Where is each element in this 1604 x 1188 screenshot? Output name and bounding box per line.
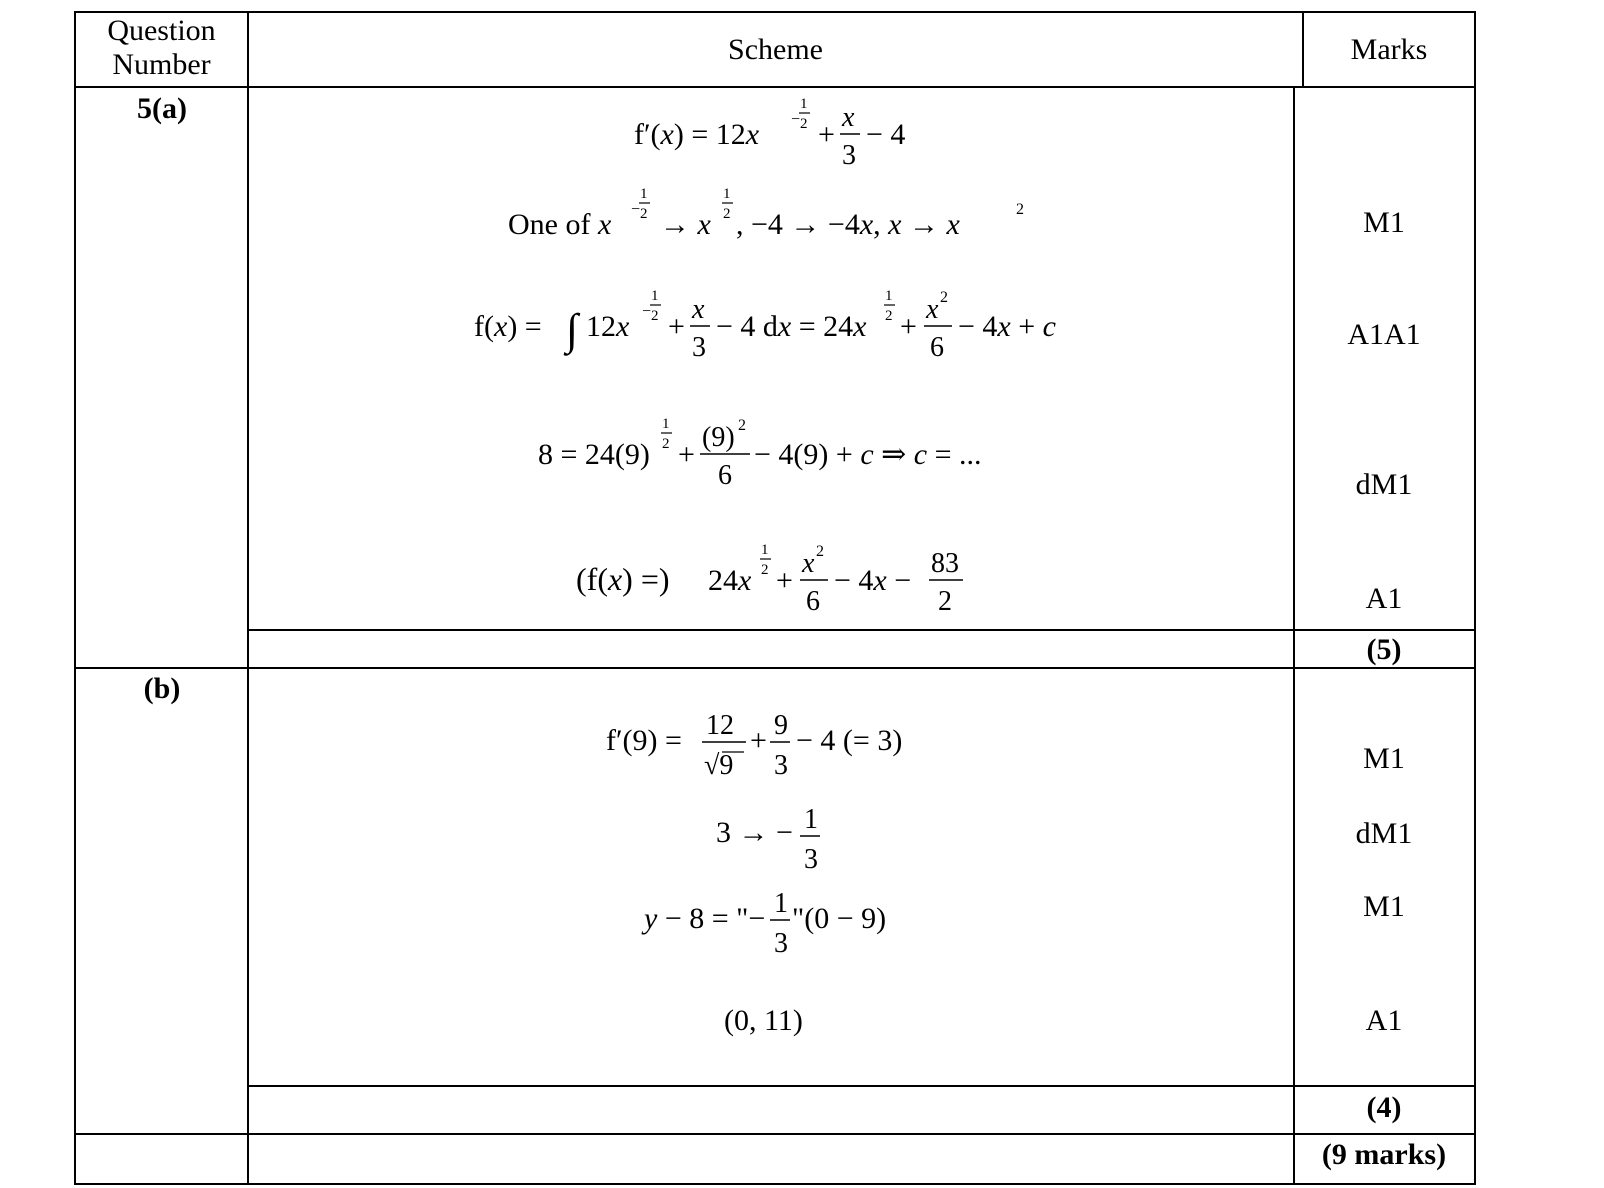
svg-text:3: 3 xyxy=(692,332,706,363)
equation-derivative xyxy=(634,94,924,184)
mark-b-1: M1 xyxy=(1363,742,1405,775)
svg-text:x: x xyxy=(802,548,815,579)
svg-text:1: 1 xyxy=(800,96,808,112)
header-scheme: Scheme xyxy=(728,33,823,66)
svg-text:−: − xyxy=(631,201,641,218)
scheme-a-line-1 xyxy=(634,94,924,192)
table-border-right xyxy=(1474,11,1476,1185)
svg-text:− 4x + c: − 4x + c xyxy=(958,310,1056,343)
svg-text:− 4 dx = 24x: − 4 dx = 24x xyxy=(716,310,867,343)
svg-text:+: + xyxy=(818,118,835,151)
svg-text:3: 3 xyxy=(774,928,788,959)
svg-text:3 → −: 3 → − xyxy=(716,816,793,849)
svg-text:+: + xyxy=(668,310,685,343)
svg-text:1: 1 xyxy=(804,804,818,835)
svg-text:1: 1 xyxy=(774,888,788,919)
table-border-left xyxy=(74,11,76,1185)
svg-text:2: 2 xyxy=(651,308,659,324)
svg-text:12: 12 xyxy=(706,710,734,741)
svg-text:1: 1 xyxy=(640,186,648,202)
scheme-a-line-4 xyxy=(538,412,1018,510)
svg-text:− 4(9) + c ⇒ c = ...: − 4(9) + c ⇒ c = ... xyxy=(754,438,982,471)
svg-text:83: 83 xyxy=(931,548,959,579)
svg-text:+: + xyxy=(678,438,695,471)
svg-text:− 4x −: − 4x − xyxy=(834,564,912,597)
svg-text:f′(x) = 12x: f′(x) = 12x xyxy=(634,118,760,151)
mark-a-4: A1 xyxy=(1365,582,1403,615)
svg-text:− 4: − 4 xyxy=(866,118,906,151)
svg-text:+: + xyxy=(900,310,917,343)
svg-text:"(0 − 9): "(0 − 9) xyxy=(792,902,887,935)
mark-b-2: dM1 xyxy=(1355,817,1413,850)
svg-text:2: 2 xyxy=(816,543,824,560)
scheme-a-line-5 xyxy=(576,538,996,638)
header-question-number: Question Number xyxy=(107,14,216,81)
svg-text:8 = 24(9): 8 = 24(9) xyxy=(538,438,650,471)
svg-text:√9: √9 xyxy=(704,750,734,781)
total-marks: (9 marks) xyxy=(1321,1138,1447,1171)
svg-text:3: 3 xyxy=(774,750,788,781)
equation-final-function xyxy=(576,538,996,630)
svg-text:→ x: → x xyxy=(660,208,711,241)
svg-text:2: 2 xyxy=(761,562,769,578)
svg-text:2: 2 xyxy=(940,289,948,306)
scheme-b-line-3 xyxy=(644,886,904,984)
svg-text:2: 2 xyxy=(738,417,746,434)
svg-text:1: 1 xyxy=(662,416,670,432)
svg-text:2: 2 xyxy=(1016,201,1024,218)
svg-text:6: 6 xyxy=(718,460,732,491)
equation-normal-line xyxy=(644,886,904,976)
svg-text:3: 3 xyxy=(804,844,818,875)
part-b-divider xyxy=(74,1133,1476,1135)
svg-text:(9): (9) xyxy=(702,422,735,453)
equation-gradient-at-9 xyxy=(606,706,946,796)
svg-text:6: 6 xyxy=(806,586,820,617)
svg-text:6: 6 xyxy=(930,332,944,363)
scheme-b-line-4 xyxy=(724,1004,803,1038)
svg-text:2: 2 xyxy=(938,586,952,617)
svg-text:−: − xyxy=(791,111,801,128)
mark-a-2: A1A1 xyxy=(1347,318,1421,351)
question-label-5b: (b) xyxy=(143,672,181,705)
part-b-subtotal-divider xyxy=(247,1085,1476,1087)
svg-text:1: 1 xyxy=(723,186,731,202)
svg-text:2: 2 xyxy=(662,436,670,452)
svg-text:24x: 24x xyxy=(708,564,752,597)
equation-normal-gradient xyxy=(716,800,836,890)
svg-text:1: 1 xyxy=(885,288,893,304)
svg-text:(f(x) =): (f(x) =) xyxy=(576,561,670,597)
svg-text:2: 2 xyxy=(800,116,808,132)
svg-text:− 4 (= 3): − 4 (= 3) xyxy=(796,724,903,757)
header-marks: Marks xyxy=(1350,33,1428,66)
svg-text:, −4 → −4x, x → x: , −4 → −4x, x → x xyxy=(736,208,960,241)
svg-text:One of x: One of x xyxy=(508,208,612,241)
equation-integral xyxy=(474,284,1074,384)
answer-coordinates: (0, 11) xyxy=(724,1004,803,1037)
scheme-a-line-3 xyxy=(474,284,1074,392)
mark-a-3: dM1 xyxy=(1355,468,1413,501)
svg-text:2: 2 xyxy=(885,308,893,324)
scheme-b-line-1 xyxy=(606,706,946,804)
svg-text:1: 1 xyxy=(651,288,659,304)
mark-b-3: M1 xyxy=(1363,890,1405,923)
table-border-bottom xyxy=(74,1183,1476,1185)
svg-text:y − 8 = "−: y − 8 = "− xyxy=(644,902,766,935)
part-a-divider xyxy=(74,667,1476,669)
svg-text:2: 2 xyxy=(723,206,731,222)
mark-a-1: M1 xyxy=(1363,206,1405,239)
svg-text:f′(9) =: f′(9) = xyxy=(606,724,682,757)
svg-text:f(x) =: f(x) = xyxy=(474,310,542,343)
svg-text:x: x xyxy=(692,294,705,325)
equation-find-constant xyxy=(538,412,1018,502)
header-divider xyxy=(74,86,1476,88)
scheme-b-line-2 xyxy=(716,800,836,898)
svg-text:∫: ∫ xyxy=(566,305,579,354)
equation-integration-rule xyxy=(508,184,1028,254)
svg-text:2: 2 xyxy=(640,206,648,222)
svg-text:3: 3 xyxy=(842,140,856,171)
svg-text:x: x xyxy=(842,102,855,133)
svg-text:1: 1 xyxy=(761,542,769,558)
svg-text:+: + xyxy=(750,724,767,757)
svg-text:−: − xyxy=(642,303,652,320)
svg-text:9: 9 xyxy=(774,710,788,741)
question-label-5a: 5(a) xyxy=(137,92,187,125)
svg-text:x: x xyxy=(926,294,939,325)
subtotal-b: (4) xyxy=(1366,1091,1402,1124)
svg-text:+: + xyxy=(776,564,793,597)
scheme-a-line-2 xyxy=(508,184,1028,262)
svg-text:12x: 12x xyxy=(586,310,630,343)
column-divider-question xyxy=(247,11,249,1185)
mark-b-4: A1 xyxy=(1365,1004,1403,1037)
table-border-top xyxy=(74,11,1476,13)
subtotal-a: (5) xyxy=(1366,633,1402,666)
